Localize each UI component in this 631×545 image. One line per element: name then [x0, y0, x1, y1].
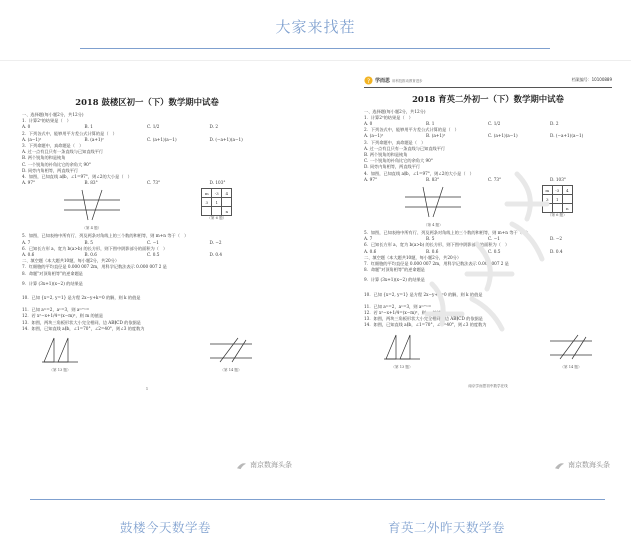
figure-caption: （第 14 题）	[560, 364, 582, 369]
option: C. 73°	[147, 180, 161, 186]
exam-line: 9．计算 (3x+1)(x−2) 的结果是	[364, 277, 425, 283]
figure-caption: （第 13 题）	[49, 368, 71, 373]
figure-caption: （第 6 题）	[547, 213, 567, 218]
option: A. 7	[364, 236, 373, 242]
right-exam-panel	[322, 64, 627, 484]
exam-line: 二、填空题（本大题共10题，每小题2分，共20分）	[364, 254, 462, 260]
exam-line: C. 一个锐角的补角比它的余角大 90°	[22, 161, 91, 167]
header-divider	[80, 48, 550, 49]
left-caption: 鼓楼今天数学卷	[120, 520, 212, 535]
figure-row	[22, 188, 272, 231]
bottom-divider	[30, 499, 605, 500]
figure-caption: （第 14 题）	[220, 368, 242, 373]
left-exam-panel	[4, 64, 307, 484]
option: D. 2	[550, 121, 559, 126]
parallel-lines-figure	[403, 185, 463, 219]
header-rule	[364, 87, 612, 88]
exam-line: B. 两个锐角的和是钝角	[364, 152, 408, 158]
option: C. 0.5	[488, 248, 501, 254]
figure-caption: （第 13 题）	[391, 364, 413, 369]
right-exam-title: 2018 育英二外初一（下）数学期中试卷	[412, 93, 564, 104]
option: D. 103°	[209, 180, 226, 186]
exam-line: 9．计算 (3x+1)(x−2) 的结果是	[22, 280, 83, 286]
figure-caption: （第 4 题）	[423, 223, 443, 228]
exam-line: 14．如图，已知直线 a∥b，∠1=70°，∠2=40°，则∠3 的度数为	[364, 322, 487, 328]
exam-line: 10．已知 {x=2, y=1} 是方程 2x−y+k=0 的解，则 k 的值是	[364, 291, 483, 297]
figure-q14	[208, 334, 254, 373]
option: D. −2	[209, 239, 222, 245]
option: B. 83°	[426, 176, 440, 182]
option: C. (a+1)(a−1)	[147, 136, 177, 142]
option: C. 0.5	[147, 252, 160, 258]
option: C. 73°	[488, 176, 502, 182]
exam-line: 一、选择题(每小题2分，共12分)	[364, 108, 426, 114]
exam-line: 12．若 x²−x+1/4=(x−m)²，则 m 的值是	[364, 310, 446, 316]
option: D. 0.4	[209, 252, 223, 258]
exam-line: 13．如图，两块三角板形状大小完全相同，边 AB∥CD 的依据是	[364, 316, 483, 322]
options-row	[22, 180, 272, 186]
option: A. (a−1)²	[22, 136, 42, 142]
logo-subtext: 用科技推动教育进步	[392, 79, 423, 83]
option: C. 1/2	[488, 121, 501, 126]
option: A. 97°	[22, 180, 36, 186]
right-exam-page	[364, 76, 612, 476]
brand-text: 南京数海头条	[568, 461, 610, 469]
option: D. (−a+1)(a−1)	[209, 136, 243, 142]
exam-line: 4．如图，已知直线 a∥b，∠1=97°，则∠2的大小是（ ）	[22, 174, 132, 180]
option: B. 1	[426, 121, 435, 126]
figure-q4	[403, 185, 463, 228]
exam-line: 12．若 x²−x+1/4=(x−m)²，则 m 的值是	[22, 313, 104, 319]
option: A. 7	[22, 239, 31, 245]
option: B. 1	[84, 124, 93, 130]
option: C. 1/2	[147, 124, 160, 130]
exam-line: 7．红细胞的平均直径是 0.000 007 2m，用科学记数法表示 0.000 007 2 是	[22, 264, 167, 270]
figure-caption: （第 4 题）	[82, 226, 102, 231]
exam-line: 11．已知 aᵐ=2，aⁿ=3，则 aᵐ⁺ⁿ=	[22, 307, 90, 313]
option: D. 0.4	[550, 248, 563, 254]
exam-line: C. 一个锐角的补角比它的余角大 90°	[364, 158, 433, 164]
figure-caption: （第 6 题）	[207, 216, 227, 221]
option: B. 5	[426, 236, 435, 242]
magic-square-grid: m -3 4 3 1 n	[201, 188, 232, 216]
option: A. 0	[22, 124, 31, 130]
angle-lines-figure	[208, 334, 254, 364]
exam-line: 6．已知长方形 a，宽为 b(a>b) 的长方形，则下图中阴影部分的面积为（ ）	[22, 245, 168, 251]
triangle-plates-figure	[382, 331, 422, 361]
exam-line: 4．如图，已知直线 a∥b，∠1=97°，则∠2的大小是（ ）	[364, 170, 474, 176]
exam-line: 5．如图，已知表格中所有行、列及两条对角线上的三个数的和相等，则 m+n 等于（ ）	[22, 233, 189, 239]
option: A. 97°	[364, 176, 378, 182]
exam-line: 2．下列各式中，能够用平方差公式计算的是（ ）	[364, 127, 459, 133]
exam-line: 11．已知 aᵐ=2，aⁿ=3，则 aᵐ⁺ⁿ=	[364, 303, 432, 309]
option: D. (−a+1)(a−1)	[550, 133, 584, 139]
figure-row	[364, 331, 612, 370]
exam-line: B. 两个锐角的和是钝角	[22, 155, 66, 161]
option: A. 0	[364, 121, 373, 126]
option: D. 103°	[550, 176, 566, 182]
exam-line: D. 同旁内角相等，两直线平行	[364, 164, 421, 170]
option: C. −1	[488, 236, 500, 242]
exam-line: 2．下列各式中，能够用平方差公式计算的是（ ）	[22, 130, 117, 136]
parallel-lines-figure	[62, 188, 122, 222]
figure-row	[364, 185, 612, 228]
exam-line: 10．已知 {x=2, y=1} 是方程 2x−y+k=0 的解，则 k 的值是	[22, 295, 141, 301]
option: D. 2	[209, 124, 219, 130]
exam-line: D. 同旁内角相等，两直线平行	[22, 167, 79, 173]
svg-text:?: ?	[366, 77, 371, 85]
option: A. (a−1)²	[364, 133, 384, 139]
options-row	[364, 177, 612, 183]
brand-logo-icon	[236, 461, 247, 470]
footer-note: 南京学而思初中数学在线	[468, 383, 508, 388]
exam-line: 二、填空题（本大题共10题，每小题2分，共20分）	[22, 258, 120, 264]
options-row	[364, 133, 612, 139]
xueersi-logo	[364, 76, 423, 85]
top-divider	[0, 60, 631, 61]
option: B. (a+1)²	[84, 136, 104, 142]
option: B. 0.6	[84, 252, 97, 258]
exam-line: 13．如图，两块三角板形状大小完全相同，边 AB∥CD 的依据是	[22, 319, 141, 325]
exam-line: A. 过一点有且只有一条直线与已知直线平行	[364, 145, 446, 151]
exam-line: 8．命题"对顶角相等"的逆命题是	[364, 267, 425, 273]
exam-number: 档案编号：10100889	[571, 77, 612, 82]
logo-text: 学而思	[375, 78, 391, 84]
option: C. −1	[147, 239, 159, 245]
magic-square-grid: m -3 4 3 1 n	[542, 185, 573, 213]
options-row	[22, 124, 272, 130]
brand-watermark	[236, 460, 292, 470]
option: B. 5	[84, 239, 93, 245]
brand-watermark	[554, 460, 610, 470]
question-mark-logo-icon	[364, 76, 373, 85]
option: B. (a+1)²	[426, 133, 446, 139]
options-row	[22, 240, 272, 246]
options-row	[364, 249, 612, 255]
exam-line: 3．下列命题中，真命题是（ ）	[22, 143, 84, 149]
figure-row	[22, 334, 272, 373]
brand-text: 南京数海头条	[250, 461, 292, 469]
exam-line: 1．计算2⁰的结果是（ ）	[364, 114, 413, 120]
figure-q6	[201, 188, 232, 221]
right-caption: 育英二外昨天数学卷	[388, 520, 506, 535]
option: D. −2	[550, 236, 563, 242]
exam-line: 8．命题"对顶角相等"的逆命题是	[22, 270, 83, 276]
exam-line: 6．已知长方形 a，宽为 b(a>b) 的长方形，则下图中阴影部分的面积为（ ）	[364, 242, 510, 248]
page-number: 1	[145, 387, 149, 392]
figure-q4	[62, 188, 122, 231]
brand-logo-icon	[554, 461, 565, 470]
exam-line: 7．红细胞的平均直径是 0.000 007 2m，用科学记数法表示 0.000 007 2 是	[364, 261, 509, 267]
left-exam-page	[22, 74, 272, 474]
figure-q6	[542, 185, 573, 218]
option: A. 0.6	[22, 252, 35, 258]
option: B. 0.6	[426, 248, 439, 254]
exam-line: A. 过一点有且只有一条直线与已知直线平行	[22, 149, 104, 155]
header-title: 大家来找茬	[275, 18, 356, 36]
exam-line: 一、选择题(每小题2分，共12分)	[22, 112, 84, 117]
triangle-plates-figure	[40, 334, 80, 364]
option: B. 83°	[84, 180, 98, 186]
figure-q13	[40, 334, 80, 373]
angle-lines-figure	[548, 331, 594, 361]
left-exam-title: 2018 鼓楼区初一（下）数学期中试卷	[75, 97, 219, 107]
exam-line: 14．如图，已知直线 a∥b，∠1=70°，∠2=40°，则∠3 的度数为	[22, 325, 145, 331]
option: C. (a+1)(a−1)	[488, 133, 518, 139]
figure-q13	[382, 331, 422, 370]
exam-line: 1．计算2⁰的结果是（ ）	[22, 118, 71, 124]
exam-line: 3．下列命题中，真命题是（ ）	[364, 139, 426, 145]
option: A. 0.6	[364, 248, 377, 254]
figure-q14	[548, 331, 594, 370]
exam-line: 5．如图，已知表格中所有行、列及两条对角线上的三个数的和相等，则 m+n 等于（ ）	[364, 230, 531, 236]
